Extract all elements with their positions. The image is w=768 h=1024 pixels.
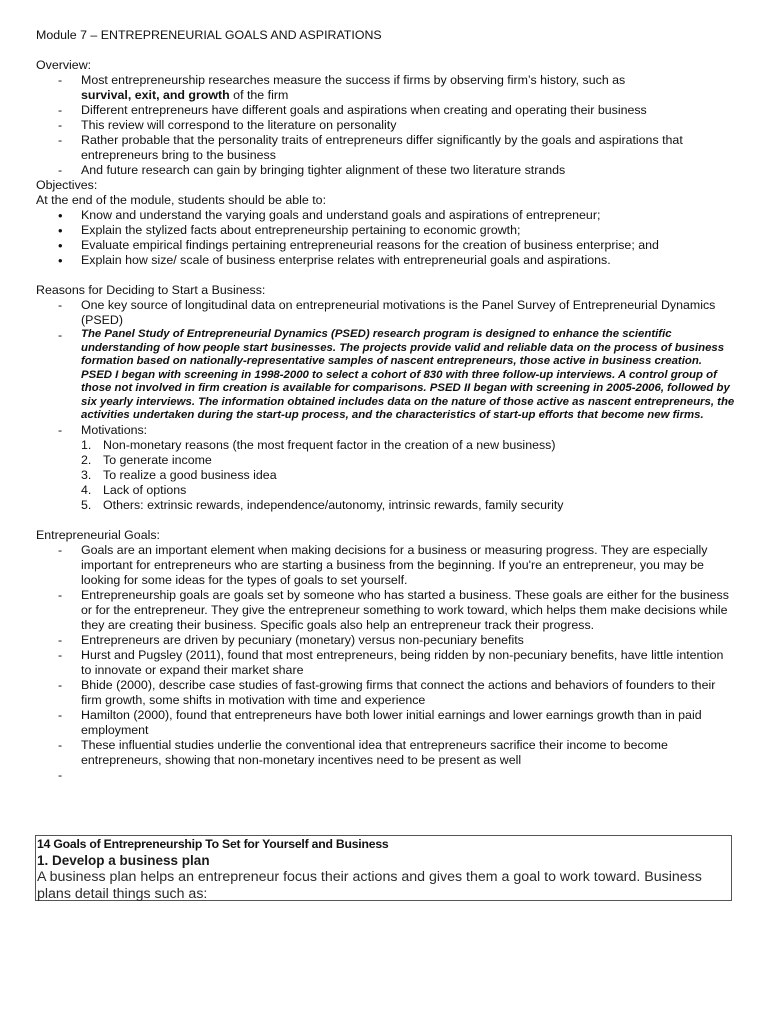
list-item: - Most entrepreneurship researches measure the success if firms by observing firm’s history, such as survival, exit, and growth of the firm — [58, 73, 626, 102]
list-item: 3. To realize a good business idea — [81, 467, 277, 482]
list-item: - This review will correspond to the literature on personality — [58, 118, 397, 132]
list-item: • Explain the stylized facts about entrepreneurship pertaining to economic growth; — [58, 223, 521, 238]
list-item: - Entrepreneurs are driven by pecuniary (monetary) versus non-pecuniary benefits — [58, 632, 524, 647]
box-paragraph: A business plan helps an entrepreneur focus their actions and gives them a goal to work toward. Business plans detail things such as: — [37, 869, 702, 902]
list-item: 2. To generate income — [81, 452, 212, 467]
list-item: - Rather probable that the personality traits of entrepreneurs differ significantly by the goals and aspirations that entrepreneurs bring to the business — [58, 133, 683, 162]
objectives-heading: Objectives: — [36, 178, 98, 192]
box-title: 14 Goals of Entrepreneurship To Set for Yourself and Business — [37, 837, 389, 851]
list-item: - One key source of longitudinal data on entrepreneurial motivations is the Panel Survey of Entrepreneurial Dynamics (PSED) — [58, 298, 716, 327]
module-title: Module 7 – ENTREPRENEURIAL GOALS AND ASPIRATIONS — [36, 28, 382, 42]
list-item: - The Panel Study of Entrepreneurial Dynamics (PSED) research program is designed to enhance the scientific understanding of how people start businesses. The projects provide valid and reliable data on the process of business formation based on nationally-representative samples of nascent entrepreneurs, those active in business creation. PSED I began with screening in 1998-2000 to select a cohort of 830 with three follow-up interviews. A control group of those not involved in firm creation is available for comparisons. PSED II began with screening in 2005-2006, followed by six yearly interviews. The information obtained includes data on the nature of those active as nascent entrepreneurs, the activities undertaken during the start-up process, and the characteristics of start-up efforts that become new firms. — [58, 328, 735, 421]
objectives-intro: At the end of the module, students should be able to: — [36, 193, 327, 207]
goals-list: - Goals are an important element when making decisions for a business or measuring progress. They are especially important for entrepreneurs who are starting a business from the beginning. If you're an entrepreneur, you may be looking for some ideas for the types of goals to set yourself. - Entrepreneurship goals are goals set by someone who has started a business. These goals are either for the business or for the entrepreneur. They give the entrepreneur something to work toward, which helps them make decisions while they are creating their business. Specific goals also help an entrepreneur track their progress. - Entrepreneurs are driven by pecuniary (monetary) versus non-pecuniary benefits - Hurst and Pugsley (2011), found that most entrepreneurs, being ridden by non-pecuniary benefits, have little intention to innovate or expand their market share - Bhide (2000), describe case studies of fast-growing firms that connect the actions and behaviors of founders to their firm growth, some shifts in motivation with time and experience - Hamilton (2000), found that entrepreneurs have both lower initial earnings and lower earnings growth than in paid employment - These influential studies underlie the conventional idea that entrepreneurs sacrifice their income to become entrepreneurs, showing that non-monetary incentives need to be present as well - — [36, 543, 736, 768]
list-item: - Hurst and Pugsley (2011), found that most entrepreneurs, being ridden by non-pecuniary benefits, have little intention to innovate or expand their market share — [58, 647, 724, 677]
overview-heading: Overview: — [36, 58, 92, 72]
reasons-heading: Reasons for Deciding to Start a Business: — [36, 283, 266, 297]
motivations-label: Motivations: — [81, 422, 148, 437]
list-item: - Different entrepreneurs have different goals and aspirations when creating and operating their business — [58, 103, 647, 117]
list-item: - Hamilton (2000), found that entrepreneurs have both lower initial earnings and lower earnings growth than in paid employment — [58, 707, 702, 737]
objectives-list — [36, 208, 736, 268]
list-item: - Goals are an important element when making decisions for a business or measuring progress. They are especially important for entrepreneurs who are starting a business from the beginning. If you're an entrepreneur, you may be looking for some ideas for the types of goals to set yourself. — [58, 542, 708, 587]
list-item: 5. Others: extrinsic rewards, independence/autonomy, intrinsic rewards, family security — [81, 497, 564, 512]
goals-box — [35, 835, 732, 901]
list-item: - These influential studies underlie the conventional idea that entrepreneurs sacrifice their income to become entrepreneurs, showing that non-monetary incentives need to be present as well — [58, 737, 668, 767]
list-item: 4. Lack of options — [81, 482, 187, 497]
list-item: - Motivations: — [58, 422, 148, 437]
list-item: • Evaluate empirical findings pertaining entrepreneurial reasons for the creation of business enterprise; and — [58, 238, 659, 253]
psed-description: The Panel Study of Entrepreneurial Dynamics (PSED) research program is designed to enhance the scientific understanding of how people start businesses. The projects provide valid and reliable data on the process of business formation based on nationally-representative samples of nascent entrepreneurs, those active in business creation. PSED I began with screening in 1998-2000 to select a cohort of 830 with three follow-up interviews. A control group of those not involved in firm creation is available for comparisons. PSED II began with screening in 2005-2006, followed by six yearly interviews. The information obtained includes data on the nature of those active as nascent entrepreneurs, the activities undertaken during the start-up process, and the characteristics of start-up efforts that become new firms. — [81, 328, 735, 421]
motivations-list — [36, 438, 736, 513]
list-item: - Entrepreneurship goals are goals set by someone who has started a business. These goals are either for the business or for the entrepreneur. They give the entrepreneur something to work toward, which helps them make decisions while they are creating their business. Specific goals also help an entrepreneur track their progress. — [58, 587, 729, 632]
reasons-list — [36, 298, 736, 438]
list-item: • Know and understand the varying goals and understand goals and aspirations of entrepreneur; — [58, 208, 601, 223]
list-item: - And future research can gain by bringing tighter alignment of these two literature strands — [58, 163, 566, 177]
overview-list — [36, 73, 736, 178]
goals-heading: Entrepreneurial Goals: — [36, 527, 160, 542]
box-heading: 1. Develop a business plan — [37, 853, 210, 868]
list-item: • Explain how size/ scale of business enterprise relates with entrepreneurial goals and aspirations. — [58, 253, 611, 268]
list-item: 1. Non-monetary reasons (the most frequent factor in the creation of a new business) — [81, 437, 556, 452]
list-item: - Bhide (2000), describe case studies of fast-growing firms that connect the actions and behaviors of founders to their firm growth, some shifts in motivation with time and experience — [58, 677, 716, 707]
document-page — [36, 28, 736, 782]
